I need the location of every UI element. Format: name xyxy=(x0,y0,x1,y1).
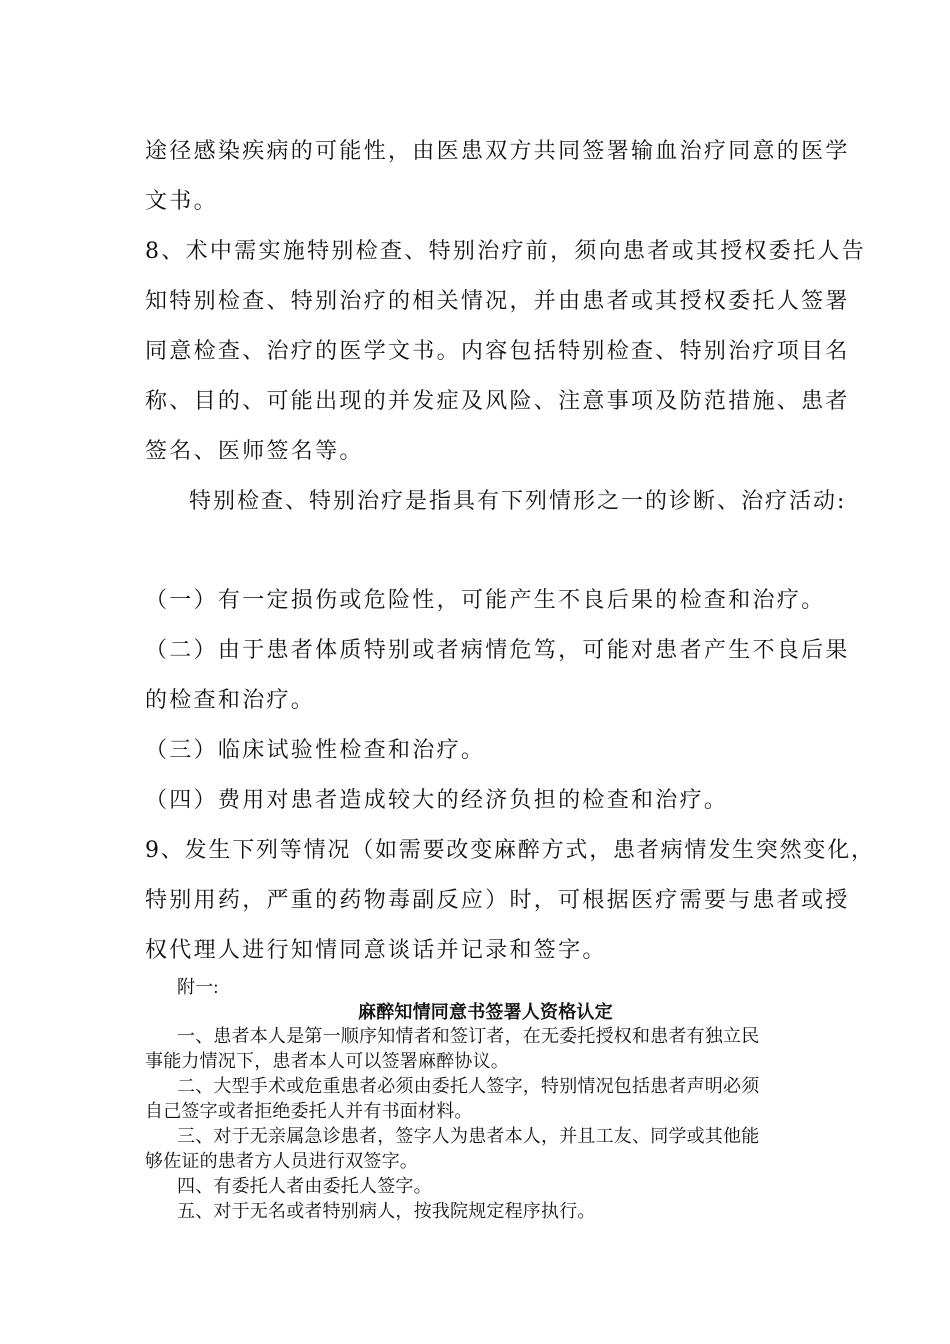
body-line: 同意检查、治疗的医学文书。内容包括特别检查、特别治疗项目名 xyxy=(145,339,850,364)
list-item: （四）费用对患者造成较大的经济负担的检查和治疗。 xyxy=(145,788,729,813)
appendix-line: 事能力情况下，患者本人可以签署麻醉协议。 xyxy=(145,1051,509,1071)
body-line: 文书。 xyxy=(145,189,218,214)
appendix-line: 二、大型手术或危重患者必须由委托人签字，特别情况包括患者声明必须 xyxy=(177,1076,760,1096)
body-line: 8、术中需实施特别检查、特别治疗前，须向患者或其授权委托人告 xyxy=(145,239,866,264)
appendix-label: 附一: xyxy=(177,977,219,997)
appendix-line: 够佐证的患者方人员进行双签字。 xyxy=(145,1151,418,1171)
body-line: 途径感染疾病的可能性，由医患双方共同签署输血治疗同意的医学 xyxy=(145,139,850,164)
appendix-line: 四、有委托人者由委托人签字。 xyxy=(177,1176,432,1196)
body-line: 知特别检查、特别治疗的相关情况，并由患者或其授权委托人签署 xyxy=(145,289,850,314)
body-line: 权代理人进行知情同意谈话并记录和签字。 xyxy=(145,938,607,963)
list-item: （三）临床试验性检查和治疗。 xyxy=(145,738,486,763)
list-item: （二）由于患者体质特别或者病情危笃，可能对患者产生不良后果 xyxy=(145,638,850,663)
appendix-line: 三、对于无亲属急诊患者，签字人为患者本人，并且工友、同学或其他能 xyxy=(177,1126,760,1146)
body-line: 9、发生下列等情况（如需要改变麻醉方式，患者病情发生突然变化， xyxy=(145,838,875,863)
appendix-line: 五、对于无名或者特别病人，按我院规定程序执行。 xyxy=(177,1201,596,1221)
body-line: 特别检查、特别治疗是指具有下列情形之一的诊断、治疗活动: xyxy=(189,489,847,514)
appendix-line: 自己签字或者拒绝委托人并有书面材料。 xyxy=(145,1101,473,1121)
body-line: 称、目的、可能出现的并发症及风险、注意事项及防范措施、患者 xyxy=(145,389,850,414)
appendix-title: 麻醉知情同意书签署人资格认定 xyxy=(358,1002,613,1022)
body-line: 特别用药，严重的药物毒副反应）时，可根据医疗需要与患者或授 xyxy=(145,888,850,913)
appendix-line: 一、患者本人是第一顺序知情者和签订者，在无委托授权和患者有独立民 xyxy=(177,1026,760,1046)
list-item: （一）有一定损伤或危险性，可能产生不良后果的检查和治疗。 xyxy=(145,588,826,613)
body-line: 签名、医师签名等。 xyxy=(145,439,364,464)
list-item: 的检查和治疗。 xyxy=(145,688,316,713)
